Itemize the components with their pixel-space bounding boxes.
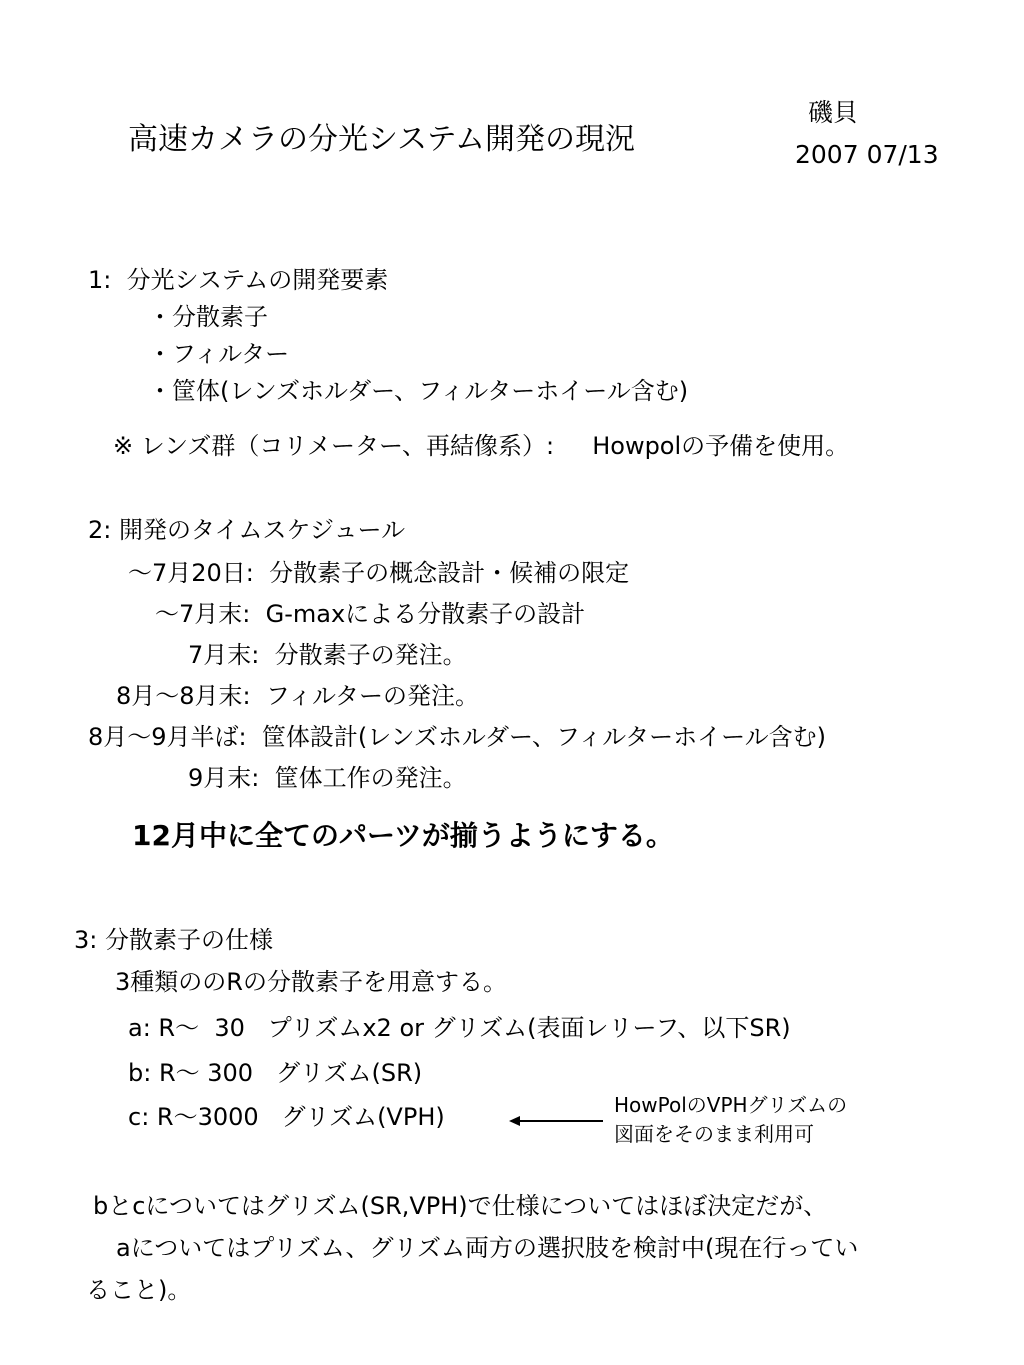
schedule-row: 8月～9月半ば: 筐体設計(レンズホルダー、フィルターホイール含む): [88, 723, 827, 751]
parts-goal-statement: 12月中に全てのパーツが揃うようにする。: [132, 819, 674, 852]
list-item-dispersive-element: ・分散素子: [148, 303, 268, 331]
summary-line-3: ること)。: [86, 1276, 192, 1304]
schedule-row: ～7月末: G-maxによる分散素子の設計: [155, 600, 586, 628]
section-3-intro: 3種類ののRの分散素子を用意する。: [115, 968, 507, 996]
section-1-heading: 1: 分光システムの開発要素: [88, 266, 389, 294]
schedule-row: 7月末: 分散素子の発注。: [188, 641, 467, 669]
spec-item-c: c: R～3000 グリズム(VPH): [128, 1103, 445, 1131]
left-arrow-icon: [508, 1111, 604, 1131]
schedule-row: 8月～8月末: フィルターの発注。: [116, 682, 480, 710]
section-3-heading: 3: 分散素子の仕様: [74, 926, 273, 954]
schedule-row: 9月末: 筐体工作の発注。: [188, 764, 467, 792]
lens-group-note: ※ レンズ群（コリメーター、再結像系）: Howpolの予備を使用。: [113, 432, 850, 460]
summary-line-2: aについてはプリズム、グリズム両方の選択肢を検討中(現在行ってい: [116, 1234, 859, 1262]
document-date: 2007 07/13: [795, 140, 939, 169]
spec-item-b: b: R～ 300 グリズム(SR): [128, 1059, 423, 1087]
callout-text-line-2: 図面をそのまま利用可: [614, 1122, 814, 1146]
page-title: 高速カメラの分光システム開発の現況: [128, 122, 635, 157]
list-item-filter: ・フィルター: [148, 340, 290, 368]
callout-text-line-1: HowPolのVPHグリズムの: [614, 1093, 848, 1117]
spec-item-a: a: R～ 30 プリズムx2 or グリズム(表面レリーフ、以下SR): [128, 1014, 791, 1042]
summary-line-1: bとcについてはグリズム(SR,VPH)で仕様についてはほぼ決定だが、: [93, 1192, 828, 1220]
schedule-row: ～7月20日: 分散素子の概念設計・候補の限定: [128, 559, 630, 587]
author-name: 磯貝: [808, 98, 859, 127]
list-item-housing: ・筐体(レンズホルダー、フィルターホイール含む): [148, 377, 689, 405]
section-2-heading: 2: 開発のタイムスケジュール: [88, 516, 406, 544]
